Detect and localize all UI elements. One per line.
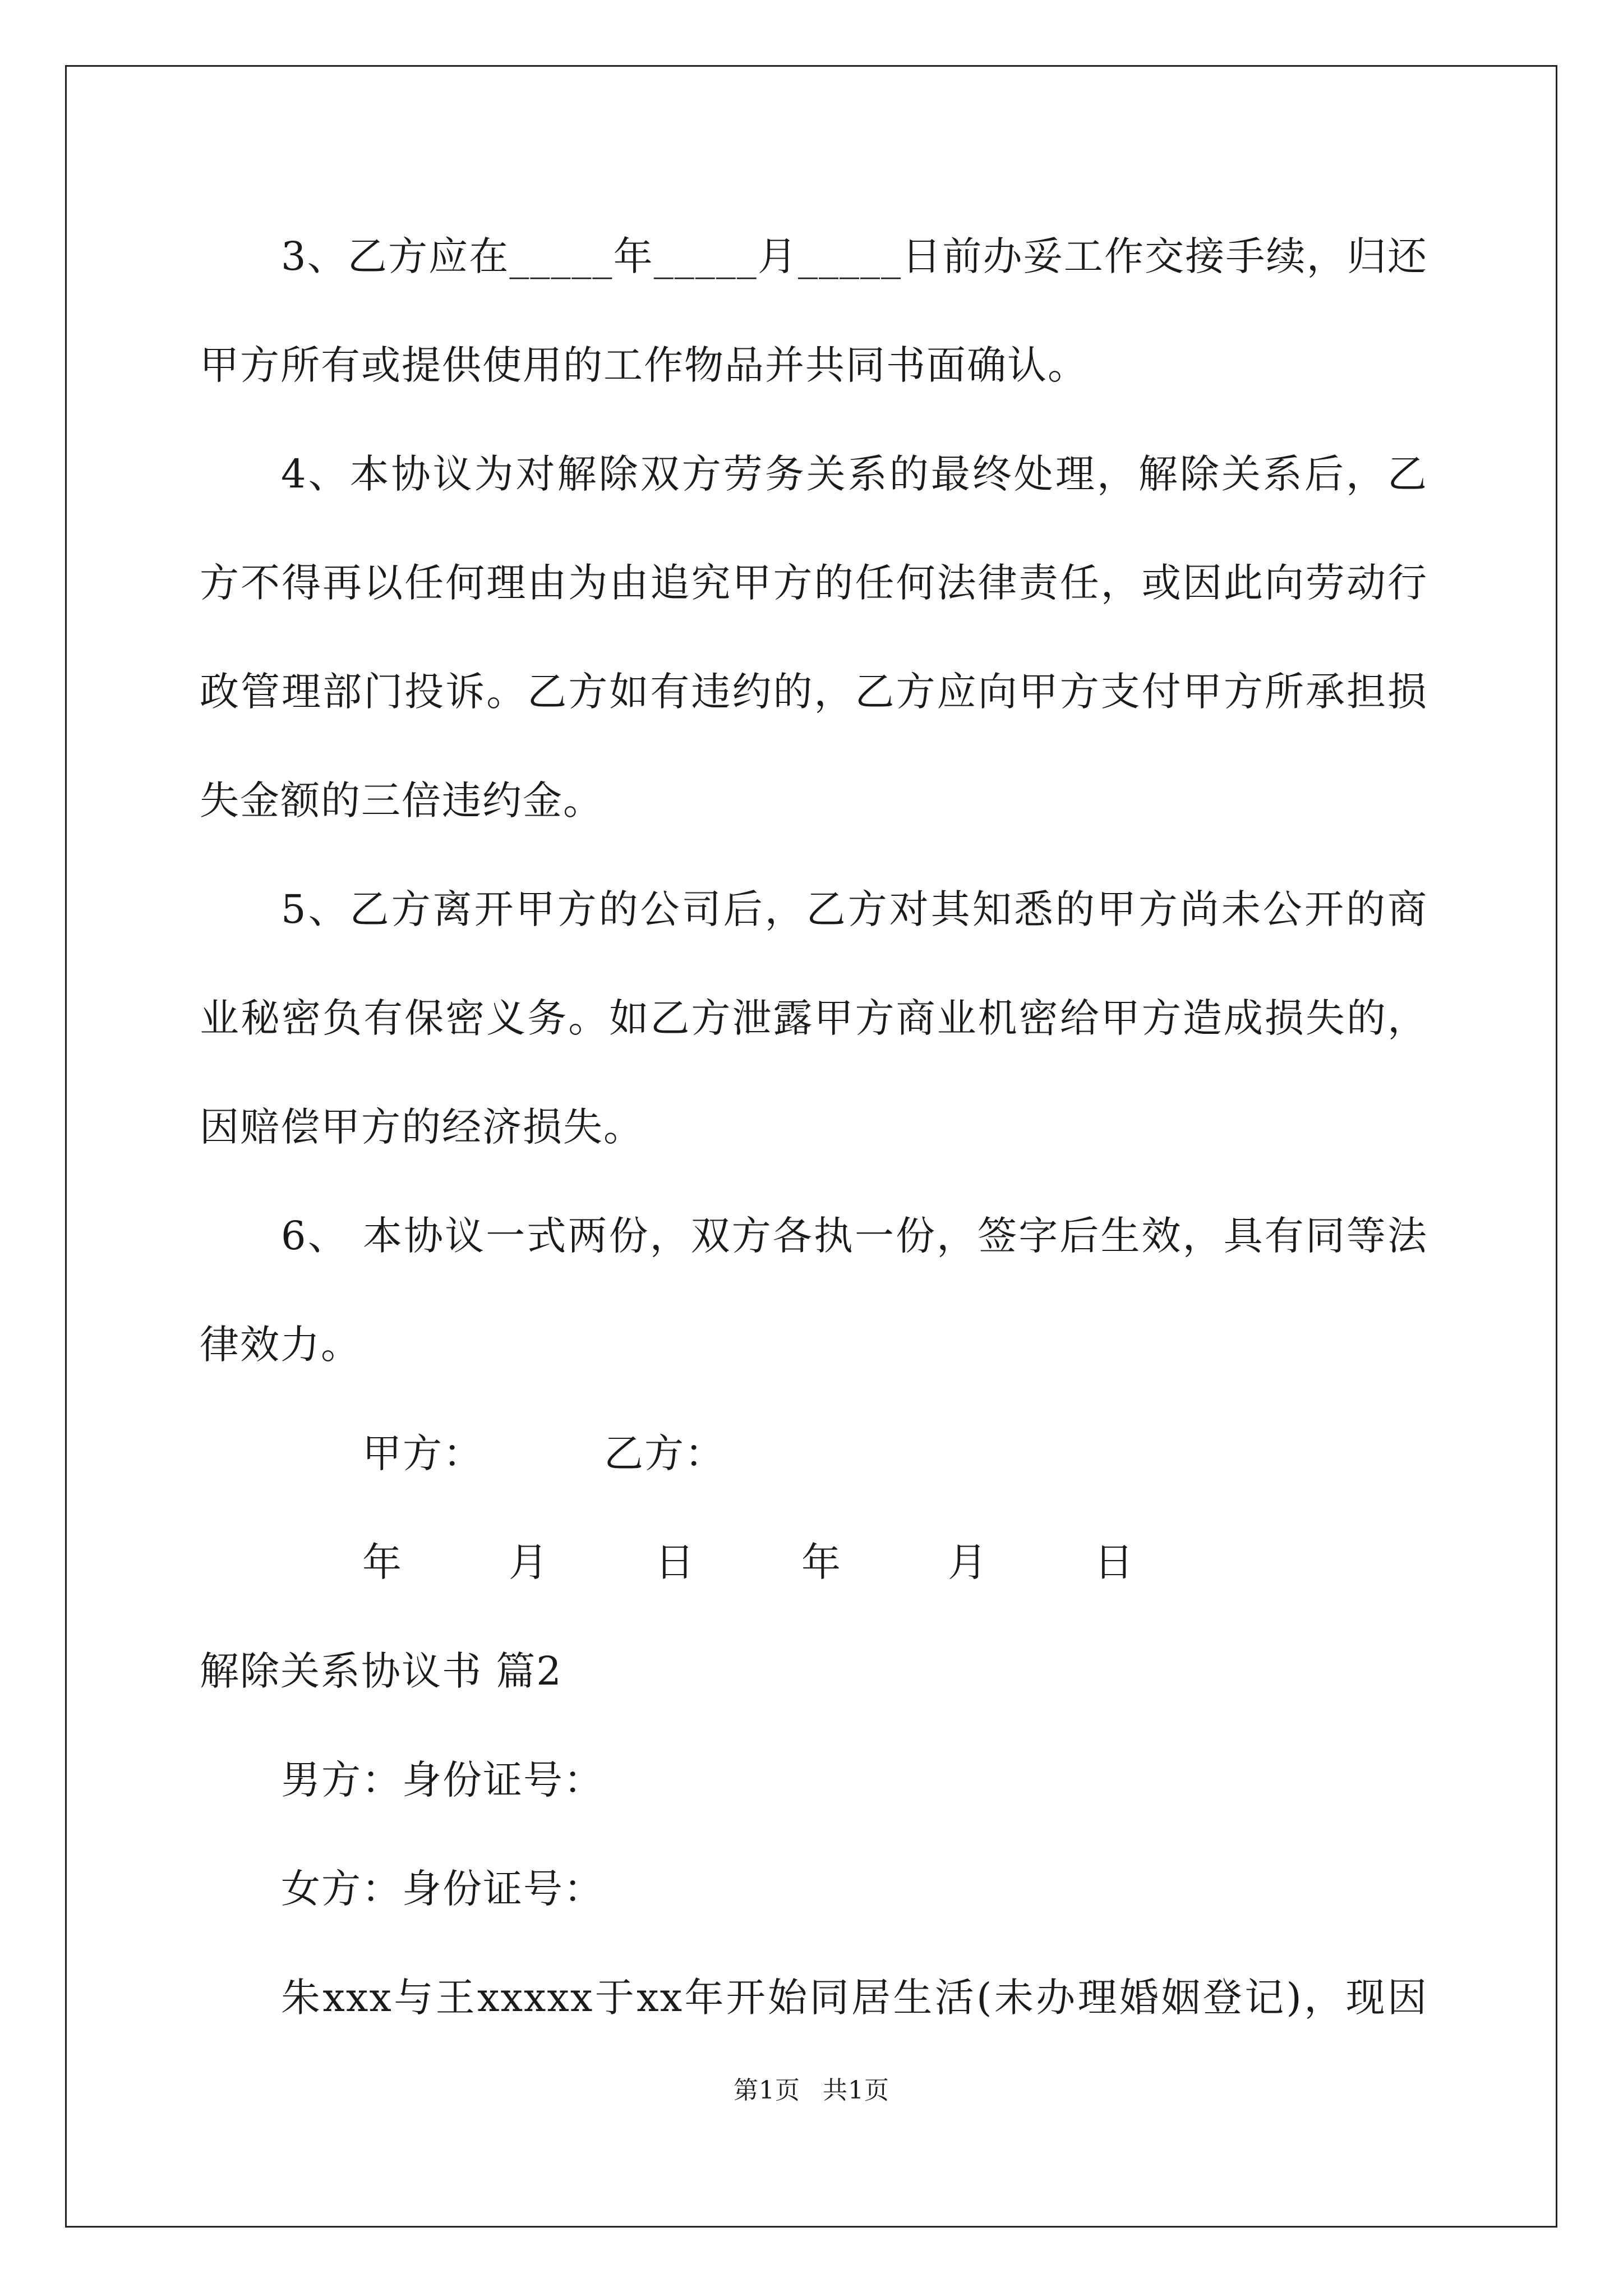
page-number: 第1页 xyxy=(734,2076,800,2105)
party-b-label: 乙方： xyxy=(604,1430,725,1476)
page-total: 共1页 xyxy=(823,2076,889,2105)
last-paragraph: 朱xxx与王xxxxx于xx年开始同居生活(未办理婚姻登记)，现因 xyxy=(281,1975,1428,2021)
date-year-a: 年 xyxy=(362,1539,403,1585)
date-month-a: 月 xyxy=(509,1539,549,1585)
page-footer xyxy=(0,2070,1623,2106)
signature-line xyxy=(200,1399,1428,1508)
date-day-b: 日 xyxy=(1094,1539,1135,1585)
date-month-b: 月 xyxy=(948,1539,988,1585)
clause-6: 6、 本协议一式两份，双方各执一份，签字后生效，具有同等法律效力。 xyxy=(200,1213,1428,1368)
clause-5: 5、乙方离开甲方的公司后，乙方对其知悉的甲方尚未公开的商业秘密负有保密义务。如乙方泄露甲方商业机密给甲方造成损失的，因赔偿甲方的经济损失。 xyxy=(200,886,1428,1150)
date-year-b: 年 xyxy=(801,1539,842,1585)
document-body xyxy=(200,202,1428,2052)
date-day-a: 日 xyxy=(655,1539,695,1585)
male-id-line: 男方：身份证号： xyxy=(281,1757,604,1803)
date-line xyxy=(200,1508,1428,1617)
section-title: 解除关系协议书 篇2 xyxy=(200,1648,562,1694)
clause-4: 4、本协议为对解除双方劳务关系的最终处理，解除关系后，乙方不得再以任何理由为由追究甲方的任何法律责任，或因此向劳动行政管理部门投诉。乙方如有违约的，乙方应向甲方支付甲方所承担损失金额的三倍违约金。 xyxy=(200,451,1428,823)
clause-3: 3、乙方应在_____年_____月_____日前办妥工作交接手续，归还甲方所有或提供使用的工作物品并共同书面确认。 xyxy=(200,233,1428,388)
party-a-label: 甲方： xyxy=(362,1430,483,1476)
female-id-line: 女方：身份证号： xyxy=(281,1866,604,1912)
